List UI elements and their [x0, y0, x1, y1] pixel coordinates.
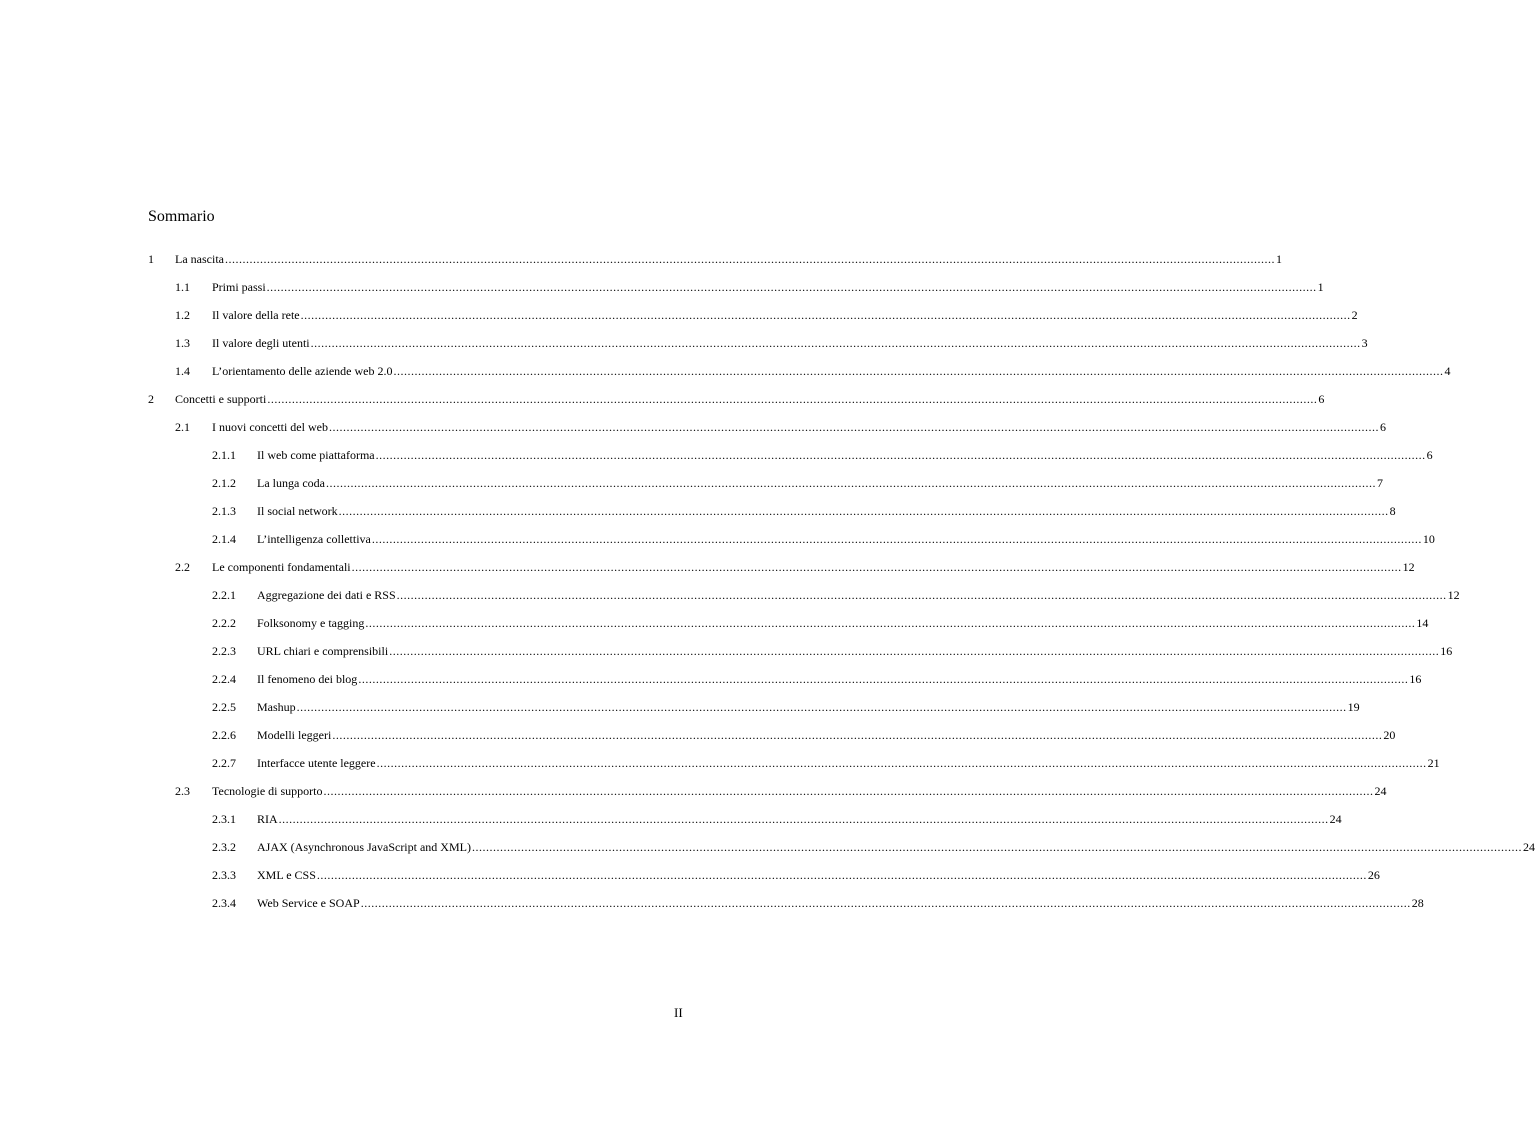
toc-entry[interactable]	[148, 497, 1396, 525]
toc-entry-line	[212, 363, 1451, 379]
toc-entry-number: 1.1	[175, 280, 190, 294]
toc-entry[interactable]	[148, 553, 1415, 581]
toc-entry-page: 2	[1351, 308, 1358, 322]
toc-entry-line	[257, 699, 1360, 715]
toc-entry-title: Il fenomeno dei blog	[257, 672, 358, 686]
toc-entry-page: 8	[1389, 504, 1396, 518]
toc-entry-title: RIA	[257, 812, 278, 826]
toc-entry-page: 20	[1383, 728, 1396, 742]
toc-entry-page: 28	[1411, 896, 1424, 910]
dot-leader: ............................................................................................................................................................................................................................................................................................................	[338, 504, 1389, 518]
toc-entry-line	[257, 475, 1383, 491]
toc-entry-page: 7	[1376, 476, 1383, 490]
toc-entry-page: 1	[1317, 280, 1324, 294]
toc-entry-page: 21	[1427, 756, 1440, 770]
toc-entry-title: Mashup	[257, 700, 296, 714]
dot-leader: ............................................................................................................................................................................................................................................................................................................	[332, 728, 1383, 742]
toc-entry-title: I nuovi concetti del web	[212, 420, 328, 434]
toc-entry-title: Il valore della rete	[212, 308, 300, 322]
toc-entry[interactable]	[148, 469, 1383, 497]
toc-entry[interactable]	[148, 413, 1386, 441]
toc-entry-line	[257, 587, 1460, 603]
toc-entry-title: AJAX (Asynchronous JavaScript and XML)	[257, 840, 471, 854]
toc-entry[interactable]	[148, 385, 1325, 413]
toc-entry-number: 2.1.1	[212, 448, 236, 462]
toc-entry-line	[257, 615, 1429, 631]
toc-entry-page: 3	[1361, 336, 1368, 350]
toc-entry[interactable]	[148, 301, 1358, 329]
toc-entry-number: 1	[148, 252, 154, 266]
dot-leader: ............................................................................................................................................................................................................................................................................................................	[471, 840, 1522, 854]
toc-entry-title: URL chiari e comprensibili	[257, 644, 389, 658]
toc-entry[interactable]	[148, 889, 1424, 917]
dot-leader: ............................................................................................................................................................................................................................................................................................................	[389, 644, 1440, 658]
toc-entry-number: 1.3	[175, 336, 190, 350]
toc-entry[interactable]	[148, 805, 1342, 833]
toc-entry-title: L’orientamento delle aziende web 2.0	[212, 364, 393, 378]
dot-leader: ............................................................................................................................................................................................................................................................................................................	[325, 476, 1376, 490]
toc-entry-page: 14	[1416, 616, 1429, 630]
dot-leader: ............................................................................................................................................................................................................................................................................................................	[393, 364, 1444, 378]
toc-entry-page: 12	[1402, 560, 1415, 574]
table-of-contents	[148, 245, 1535, 917]
toc-entry-title: La nascita	[175, 252, 224, 266]
toc-entry-number: 2.3.4	[212, 896, 236, 910]
toc-entry-page: 16	[1409, 672, 1422, 686]
toc-entry[interactable]	[148, 329, 1368, 357]
toc-entry-page: 6	[1379, 420, 1386, 434]
dot-leader: ............................................................................................................................................................................................................................................................................................................	[296, 700, 1347, 714]
toc-entry[interactable]	[148, 721, 1396, 749]
toc-entry-title: Il web come piattaforma	[257, 448, 375, 462]
toc-title: Sommario	[148, 208, 215, 225]
toc-entry-title: Le componenti fondamentali	[212, 560, 351, 574]
toc-entry[interactable]	[148, 777, 1387, 805]
toc-entry-title: Il social network	[257, 504, 338, 518]
toc-entry-line	[212, 335, 1368, 351]
toc-entry[interactable]	[148, 525, 1435, 553]
toc-entry[interactable]	[148, 357, 1451, 385]
toc-entry[interactable]	[148, 441, 1433, 469]
page-number: II	[674, 1005, 683, 1020]
toc-entry[interactable]	[148, 665, 1422, 693]
toc-entry-line	[257, 671, 1422, 687]
toc-entry-title: Il valore degli utenti	[212, 336, 310, 350]
toc-entry-number: 2.2.1	[212, 588, 236, 602]
toc-entry-line	[257, 503, 1396, 519]
toc-entry-line	[257, 839, 1535, 855]
toc-entry-page: 24	[1522, 840, 1535, 854]
toc-entry-line	[257, 811, 1342, 827]
dot-leader: ............................................................................................................................................................................................................................................................................................................	[266, 280, 1317, 294]
toc-entry-number: 2.2.6	[212, 728, 236, 742]
toc-entry-title: Folksonomy e tagging	[257, 616, 365, 630]
toc-entry[interactable]	[148, 609, 1429, 637]
toc-entry-title: XML e CSS	[257, 868, 316, 882]
toc-entry[interactable]	[148, 581, 1460, 609]
dot-leader: ............................................................................................................................................................................................................................................................................................................	[365, 616, 1416, 630]
toc-entry[interactable]	[148, 833, 1535, 861]
toc-entry[interactable]	[148, 861, 1380, 889]
dot-leader: ............................................................................................................................................................................................................................................................................................................	[371, 532, 1422, 546]
toc-entry-line	[257, 727, 1396, 743]
toc-entry-page: 24	[1329, 812, 1342, 826]
toc-entry-line	[212, 419, 1386, 435]
dot-leader: ............................................................................................................................................................................................................................................................................................................	[328, 420, 1379, 434]
toc-entry-page: 19	[1347, 700, 1360, 714]
toc-entry-number: 1.4	[175, 364, 190, 378]
dot-leader: ............................................................................................................................................................................................................................................................................................................	[396, 588, 1447, 602]
toc-entry-line	[212, 307, 1358, 323]
dot-leader: ............................................................................................................................................................................................................................................................................................................	[224, 252, 1275, 266]
dot-leader: ............................................................................................................................................................................................................................................................................................................	[300, 308, 1351, 322]
toc-entry-line	[257, 867, 1380, 883]
toc-entry-number: 2.3.2	[212, 840, 236, 854]
toc-entry-title: Tecnologie di supporto	[212, 784, 323, 798]
toc-entry-line	[257, 531, 1435, 547]
dot-leader: ............................................................................................................................................................................................................................................................................................................	[351, 560, 1402, 574]
toc-entry-number: 2.2.4	[212, 672, 236, 686]
dot-leader: ............................................................................................................................................................................................................................................................................................................	[376, 756, 1427, 770]
toc-entry-line	[257, 447, 1433, 463]
toc-entry-page: 6	[1426, 448, 1433, 462]
toc-entry-line	[257, 895, 1424, 911]
dot-leader: ............................................................................................................................................................................................................................................................................................................	[375, 448, 1426, 462]
toc-entry-number: 2.2.2	[212, 616, 236, 630]
toc-entry-line	[175, 251, 1282, 267]
toc-entry-page: 10	[1422, 532, 1435, 546]
toc-entry-line	[212, 783, 1387, 799]
toc-entry-line	[257, 643, 1453, 659]
toc-entry-number: 2.2.3	[212, 644, 236, 658]
toc-entry-number: 2.1.4	[212, 532, 236, 546]
toc-entry-number: 2.1.2	[212, 476, 236, 490]
toc-entry-title: L’intelligenza collettiva	[257, 532, 371, 546]
toc-entry-number: 1.2	[175, 308, 190, 322]
dot-leader: ............................................................................................................................................................................................................................................................................................................	[316, 868, 1367, 882]
toc-entry-number: 2.2.5	[212, 700, 236, 714]
dot-leader: ............................................................................................................................................................................................................................................................................................................	[358, 672, 1409, 686]
toc-entry-number: 2.3.1	[212, 812, 236, 826]
toc-entry-page: 4	[1444, 364, 1451, 378]
toc-entry-title: La lunga coda	[257, 476, 325, 490]
toc-entry-line	[175, 391, 1325, 407]
toc-entry-number: 2.3.3	[212, 868, 236, 882]
toc-entry[interactable]	[148, 693, 1360, 721]
toc-entry-title: Interfacce utente leggere	[257, 756, 376, 770]
dot-leader: ............................................................................................................................................................................................................................................................................................................	[278, 812, 1329, 826]
toc-entry-number: 2.1.3	[212, 504, 236, 518]
toc-entry-number: 2	[148, 392, 154, 406]
toc-entry[interactable]	[148, 273, 1324, 301]
toc-entry-page: 24	[1374, 784, 1387, 798]
toc-entry-title: Primi passi	[212, 280, 266, 294]
toc-entry-line	[257, 755, 1440, 771]
toc-entry[interactable]	[148, 245, 1282, 273]
toc-entry-page: 26	[1367, 868, 1380, 882]
dot-leader: ............................................................................................................................................................................................................................................................................................................	[360, 896, 1411, 910]
toc-entry-title: Concetti e supporti	[175, 392, 267, 406]
toc-entry-page: 12	[1447, 588, 1460, 602]
toc-entry-page: 16	[1440, 644, 1453, 658]
toc-entry-title: Aggregazione dei dati e RSS	[257, 588, 396, 602]
toc-entry-number: 2.2	[175, 560, 190, 574]
toc-entry-line	[212, 559, 1415, 575]
toc-entry[interactable]	[148, 637, 1453, 665]
toc-entry-title: Web Service e SOAP	[257, 896, 360, 910]
toc-entry-number: 2.2.7	[212, 756, 236, 770]
dot-leader: ............................................................................................................................................................................................................................................................................................................	[267, 392, 1318, 406]
toc-entry-title: Modelli leggeri	[257, 728, 332, 742]
dot-leader: ............................................................................................................................................................................................................................................................................................................	[310, 336, 1361, 350]
toc-entry-number: 2.3	[175, 784, 190, 798]
toc-entry[interactable]	[148, 749, 1440, 777]
toc-entry-page: 6	[1318, 392, 1325, 406]
toc-entry-page: 1	[1275, 252, 1282, 266]
toc-entry-line	[212, 279, 1324, 295]
dot-leader: ............................................................................................................................................................................................................................................................................................................	[323, 784, 1374, 798]
toc-entry-number: 2.1	[175, 420, 190, 434]
